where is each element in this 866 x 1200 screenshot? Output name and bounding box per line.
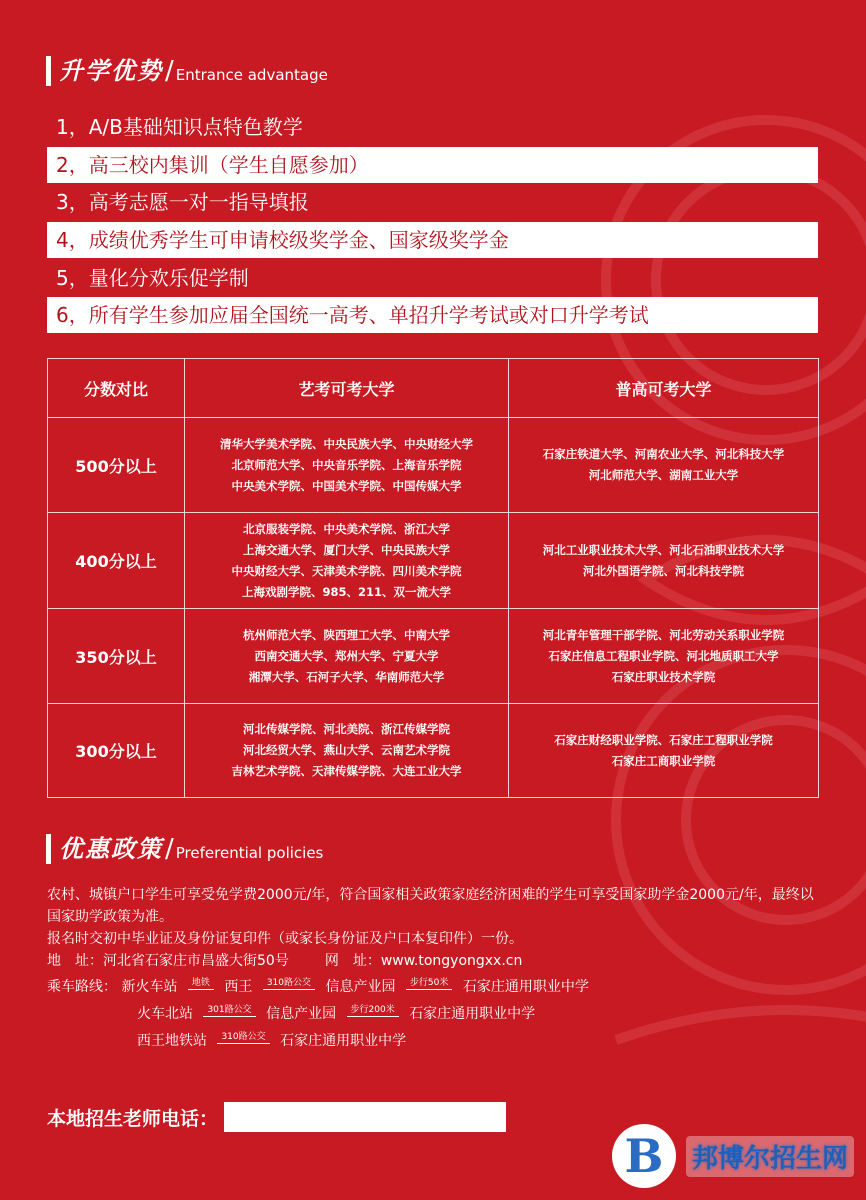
route-transport: 301路公交 bbox=[203, 1006, 255, 1017]
header-art: 艺考可考大学 bbox=[185, 359, 509, 418]
university-line: 石家庄铁道大学、河南农业大学、河北科技大学 bbox=[542, 447, 785, 461]
site-logo bbox=[612, 1124, 854, 1188]
advantage-item: 2，高三校内集训（学生自愿参加） bbox=[47, 147, 818, 183]
route-stop: 信息产业园 bbox=[325, 979, 396, 995]
route-stop: 火车北站 bbox=[137, 1006, 193, 1022]
university-line: 河北传媒学院、河北美院、浙江传媒学院 bbox=[243, 722, 450, 736]
address-value: 河北省石家庄市昌盛大街50号 bbox=[103, 953, 289, 969]
university-line: 北京师范大学、中央音乐学院、上海音乐学院 bbox=[231, 457, 462, 472]
university-line: 石家庄工商职业学院 bbox=[611, 753, 716, 768]
route-transport: 310路公交 bbox=[217, 1033, 269, 1044]
route-transport: 步行50米 bbox=[406, 979, 452, 990]
table-row bbox=[48, 609, 819, 704]
table-header-row bbox=[48, 359, 819, 418]
university-line: 中央美术学院、中国美术学院、中国传媒大学 bbox=[231, 478, 462, 493]
advantage-list bbox=[47, 109, 818, 335]
university-line: 河北经贸大学、燕山大学、云南艺术学院 bbox=[243, 743, 450, 757]
advantage-title-cn: 升学优势 bbox=[59, 56, 163, 85]
policy-body bbox=[47, 884, 827, 1055]
phone-label: 本地招生老师电话： bbox=[47, 1107, 219, 1130]
university-line: 湘潭大学、石河子大学、华南师范大学 bbox=[248, 669, 445, 684]
university-line: 杭州师范大学、陕西理工大学、中南大学 bbox=[243, 627, 450, 642]
university-line: 上海交通大学、厦门大学、中央民族大学 bbox=[243, 542, 450, 557]
phone-field[interactable] bbox=[224, 1102, 506, 1132]
advantage-item: 5，量化分欢乐促学制 bbox=[56, 265, 249, 290]
score-table bbox=[47, 358, 819, 798]
score-level: 400分以上 bbox=[48, 513, 185, 609]
university-line: 中央财经大学、天津美术学院、四川美术学院 bbox=[231, 563, 462, 578]
art-universities bbox=[185, 418, 509, 513]
route-label: 乘车路线： bbox=[47, 979, 117, 995]
website-link[interactable]: www.tongyongxx.cn bbox=[380, 953, 523, 969]
route-stop: 西王 bbox=[224, 979, 253, 995]
advantage-item: 6，所有学生参加应届全国统一高考、单招升学考试或对口升学考试 bbox=[47, 297, 818, 333]
header-bar bbox=[46, 834, 51, 864]
route-destination: 石家庄通用职业中学 bbox=[409, 1006, 536, 1022]
website-label: 网 址： bbox=[324, 953, 381, 969]
route-destination: 石家庄通用职业中学 bbox=[462, 979, 589, 995]
logo-text: 邦博尔招生网 bbox=[686, 1136, 854, 1177]
policy-paragraph: 农村、城镇户口学生可享受免学费2000元/年，符合国家相关政策家庭经济困难的学生可享受国家助学金2000元/年，最终以国家助学政策为准。 bbox=[47, 887, 814, 925]
logo-b-icon: B bbox=[612, 1124, 676, 1188]
general-universities bbox=[509, 704, 819, 798]
advantage-item: 3，高考志愿一对一指导填报 bbox=[56, 190, 309, 215]
university-line: 上海戏剧学院、985、211、双一流大学 bbox=[241, 584, 451, 599]
route-transport: 地铁 bbox=[188, 979, 214, 990]
university-line: 石家庄信息工程职业学院、河北地质职工大学 bbox=[548, 648, 779, 663]
route-transport: 步行200米 bbox=[347, 1006, 399, 1017]
score-level: 350分以上 bbox=[48, 609, 185, 704]
score-level: 300分以上 bbox=[48, 704, 185, 798]
university-line: 北京服装学院、中央美术学院、浙江大学 bbox=[243, 521, 450, 536]
header-score: 分数对比 bbox=[48, 359, 185, 418]
art-universities bbox=[185, 513, 509, 609]
route-row bbox=[47, 1001, 827, 1028]
advantage-item: 1，A/B基础知识点特色教学 bbox=[56, 115, 303, 139]
route-row bbox=[47, 1028, 827, 1055]
policy-title-en: Preferential policies bbox=[175, 844, 324, 862]
general-universities bbox=[509, 609, 819, 704]
table-row bbox=[48, 418, 819, 513]
policy-header: 优惠政策 / Preferential policies bbox=[46, 834, 323, 864]
table-row bbox=[48, 513, 819, 609]
phone-row bbox=[47, 1102, 506, 1132]
university-line: 河北青年管理干部学院、河北劳动关系职业学院 bbox=[542, 627, 785, 642]
route-row bbox=[47, 974, 827, 1001]
university-line: 吉林艺术学院、天津传媒学院、大连工业大学 bbox=[231, 764, 462, 778]
policy-title-cn: 优惠政策 bbox=[59, 834, 163, 863]
art-universities bbox=[185, 609, 509, 704]
advantage-item: 4，成绩优秀学生可申请校级奖学金、国家级奖学金 bbox=[47, 222, 818, 258]
advantage-title-en: Entrance advantage bbox=[175, 66, 328, 84]
university-line: 石家庄职业技术学院 bbox=[611, 669, 716, 684]
general-universities bbox=[509, 418, 819, 513]
university-line: 河北师范大学、湖南工业大学 bbox=[588, 468, 739, 482]
score-level: 500分以上 bbox=[48, 418, 185, 513]
university-line: 清华大学美术学院、中央民族大学、中央财经大学 bbox=[220, 436, 473, 451]
university-line: 河北工业职业技术大学、河北石油职业技术大学 bbox=[542, 542, 785, 557]
route-stop: 新火车站 bbox=[121, 979, 178, 995]
advantage-header: 升学优势 / Entrance advantage bbox=[46, 56, 328, 86]
route-stop: 信息产业园 bbox=[266, 1006, 337, 1022]
header-general: 普高可考大学 bbox=[509, 359, 819, 418]
university-line: 石家庄财经职业学院、石家庄工程职业学院 bbox=[554, 732, 773, 747]
address-label: 地 址： bbox=[47, 953, 103, 969]
address-row bbox=[47, 950, 827, 972]
policy-paragraph: 报名时交初中毕业证及身份证复印件（或家长身份证及户口本复印件）一份。 bbox=[47, 931, 523, 947]
route-stop: 西王地铁站 bbox=[137, 1033, 207, 1049]
university-line: 河北外国语学院、河北科技学院 bbox=[583, 563, 744, 578]
art-universities bbox=[185, 704, 509, 798]
route-transport: 310路公交 bbox=[263, 979, 315, 990]
header-bar bbox=[46, 56, 51, 86]
table-row bbox=[48, 704, 819, 798]
route-destination: 石家庄通用职业中学 bbox=[280, 1033, 407, 1049]
general-universities bbox=[509, 513, 819, 609]
university-line: 西南交通大学、郑州大学、宁夏大学 bbox=[254, 648, 439, 663]
